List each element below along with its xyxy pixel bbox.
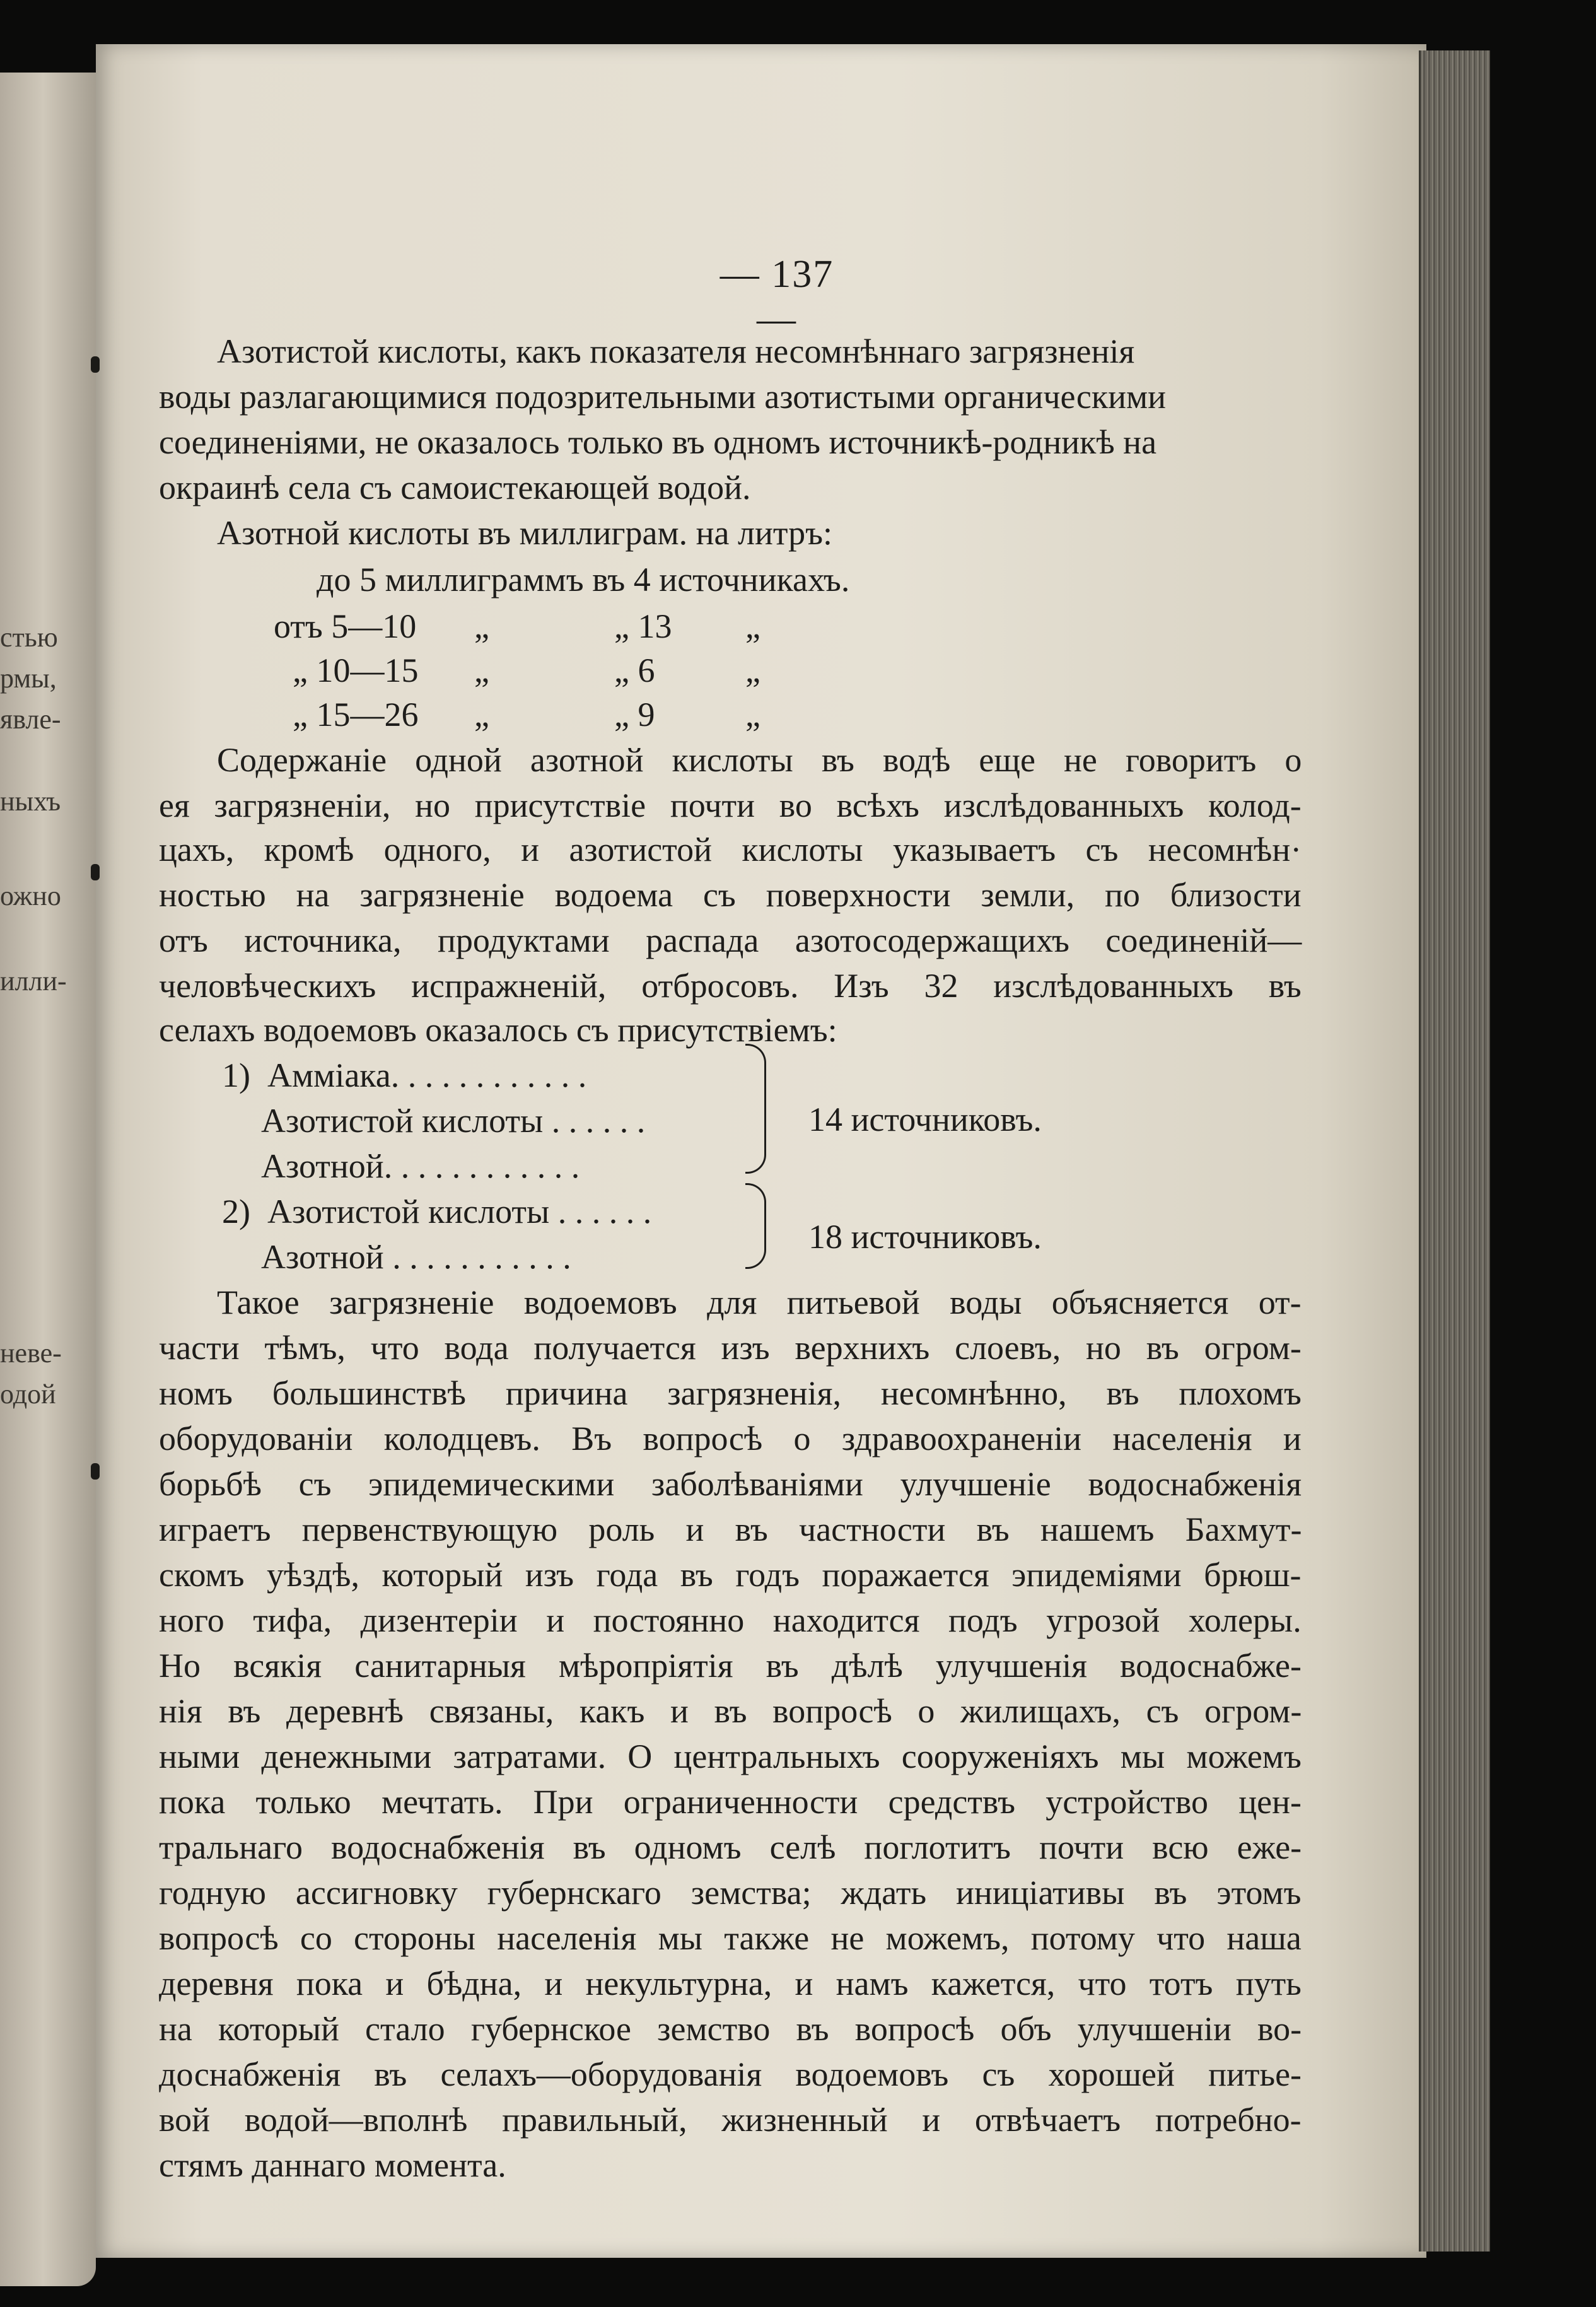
text-line: ными денежными затратами. О центральныхъ сооруженіяхъ мы можемъ [159, 1738, 1302, 1775]
page-edges [1419, 50, 1490, 2252]
left-page-fragment: рмы, [0, 663, 57, 694]
text-line: нія въ деревнѣ связаны, какъ и въ вопросѣ о жилищахъ, съ огром- [159, 1692, 1302, 1730]
page-number: — 137 — [719, 253, 834, 341]
brace [745, 1044, 766, 1174]
text-line: скомъ уѣздѣ, который изъ года въ годъ поражается эпидеміями брюш- [159, 1556, 1302, 1594]
nitric-row-mark: „ [474, 607, 489, 645]
text-line: доснабженія въ селахъ—оборудованія водоемовъ съ хорошей питье- [159, 2055, 1302, 2093]
binding-thread [91, 1463, 100, 1480]
nitric-row-mark: „ [745, 651, 760, 689]
group-item: Азотной . . . . . . . . . . . [261, 1238, 571, 1276]
left-page-fragment: одой [0, 1379, 56, 1410]
group-number: 2) [222, 1193, 250, 1230]
text-line: отъ источника, продуктами распада азотосодержащихъ соединеній— [159, 921, 1302, 959]
text-line: соединеніями, не оказалось только въ одномъ источникѣ-родникѣ на [159, 423, 1157, 461]
group-item: Азотистой кислоты . . . . . . [261, 1102, 646, 1140]
binding-thread [91, 864, 100, 880]
text-line: годную ассигновку губернскаго земства; ждать иниціативы въ этомъ [159, 1874, 1302, 1912]
text-line: Содержаніе одной азотной кислоты въ водѣ еще не говоритъ о [217, 741, 1302, 779]
text-line: Азотистой кислоты, какъ показателя несомнѣннаго загрязненія [217, 332, 1135, 370]
text-line: Но всякія санитарныя мѣропріятія въ дѣлѣ улучшенія водоснабже- [159, 1647, 1302, 1685]
text-line: пока только мечтать. При ограниченности средствъ устройство цен- [159, 1783, 1302, 1821]
nitric-row-range: „ 10—15 [293, 651, 419, 689]
text-line: играетъ первенствующую роль и въ частности въ нашемъ Бахмут- [159, 1510, 1302, 1548]
nitric-row-count: „ 13 [614, 607, 672, 645]
group-item: Азотистой кислоты . . . . . . [267, 1193, 652, 1230]
nitric-row-range: отъ 5—10 [274, 607, 417, 645]
text-line: селахъ водоемовъ оказалось съ присутствіемъ: [159, 1011, 837, 1049]
left-page-fragment: стью [0, 622, 58, 653]
text-line: ностью на загрязненіе водоема съ поверхности земли, по близости [159, 876, 1302, 914]
text-line: деревня пока и бѣдна, и некультурна, и намъ кажется, что тотъ путь [159, 1965, 1302, 2002]
text-line: вой водой—вполнѣ правильный, жизненный и отвѣчаетъ потребно- [159, 2101, 1302, 2139]
nitric-row-mark: „ [474, 651, 489, 689]
text-line: номъ большинствѣ причина загрязненія, несомнѣнно, въ плохомъ [159, 1374, 1302, 1412]
nitric-row-mark: „ [745, 607, 760, 645]
nitric-row-range: „ 15—26 [293, 696, 419, 733]
nitric-row-mark: „ [474, 696, 489, 733]
left-page-fragment: явле- [0, 704, 61, 735]
left-page-fragment: ныхъ [0, 786, 61, 817]
group-item: Амміака. . . . . . . . . . . . [267, 1056, 587, 1094]
text-line: окраинѣ села съ самоистекающей водой. [159, 469, 751, 506]
book-page [96, 44, 1426, 2258]
group-number: 1) [222, 1056, 250, 1094]
text-line: стямъ даннаго момента. [159, 2146, 506, 2184]
group-result: 14 источниковъ. [808, 1101, 1042, 1138]
text-line: оборудованіи колодцевъ. Въ вопросѣ о здравоохраненіи населенія и [159, 1420, 1302, 1457]
text-line: Такое загрязненіе водоемовъ для питьевой воды объясняется от- [217, 1283, 1302, 1321]
nitric-row-count: „ 9 [614, 696, 655, 733]
text-line: на который стало губернское земство въ вопросѣ объ улучшеніи во- [159, 2010, 1302, 2048]
text-line: тральнаго водоснабженія въ одномъ селѣ поглотитъ почти всю еже- [159, 1828, 1302, 1866]
left-page-fragment: ожно [0, 880, 61, 911]
group-result: 18 источниковъ. [808, 1218, 1042, 1256]
nitric-heading: Азотной кислоты въ миллиграм. на литръ: [217, 514, 833, 552]
text-line: ного тифа, дизентеріи и постоянно находится подъ угрозой холеры. [159, 1601, 1302, 1639]
text-line: борьбѣ съ эпидемическими заболѣваніями улучшеніе водоснабженія [159, 1465, 1302, 1503]
brace [745, 1183, 766, 1269]
left-page-fragment: неве- [0, 1338, 62, 1369]
text-line: цахъ, кромѣ одного, и азотистой кислоты указываетъ съ несомнѣн· [159, 831, 1302, 868]
text-line: части тѣмъ, что вода получается изъ верхнихъ слоевъ, но въ огром- [159, 1329, 1302, 1367]
binding-thread [91, 356, 100, 373]
nitric-row-count: „ 6 [614, 651, 655, 689]
text-line: ея загрязненіи, но присутствіе почти во всѣхъ изслѣдованныхъ колод- [159, 786, 1302, 824]
nitric-row: до 5 миллиграммъ въ 4 источникахъ. [317, 561, 850, 599]
text-line: вопросѣ со стороны населенія мы также не можемъ, потому что наша [159, 1919, 1302, 1957]
left-page-fragment: илли- [0, 966, 67, 996]
left-page [0, 73, 96, 2286]
text-line: человѣческихъ испражненій, отбросовъ. Изъ 32 изслѣдованныхъ въ [159, 967, 1302, 1005]
group-item: Азотной. . . . . . . . . . . . [261, 1147, 580, 1185]
text-line: воды разлагающимися подозрительными азотистыми органическими [159, 378, 1167, 416]
nitric-row-mark: „ [745, 696, 760, 733]
